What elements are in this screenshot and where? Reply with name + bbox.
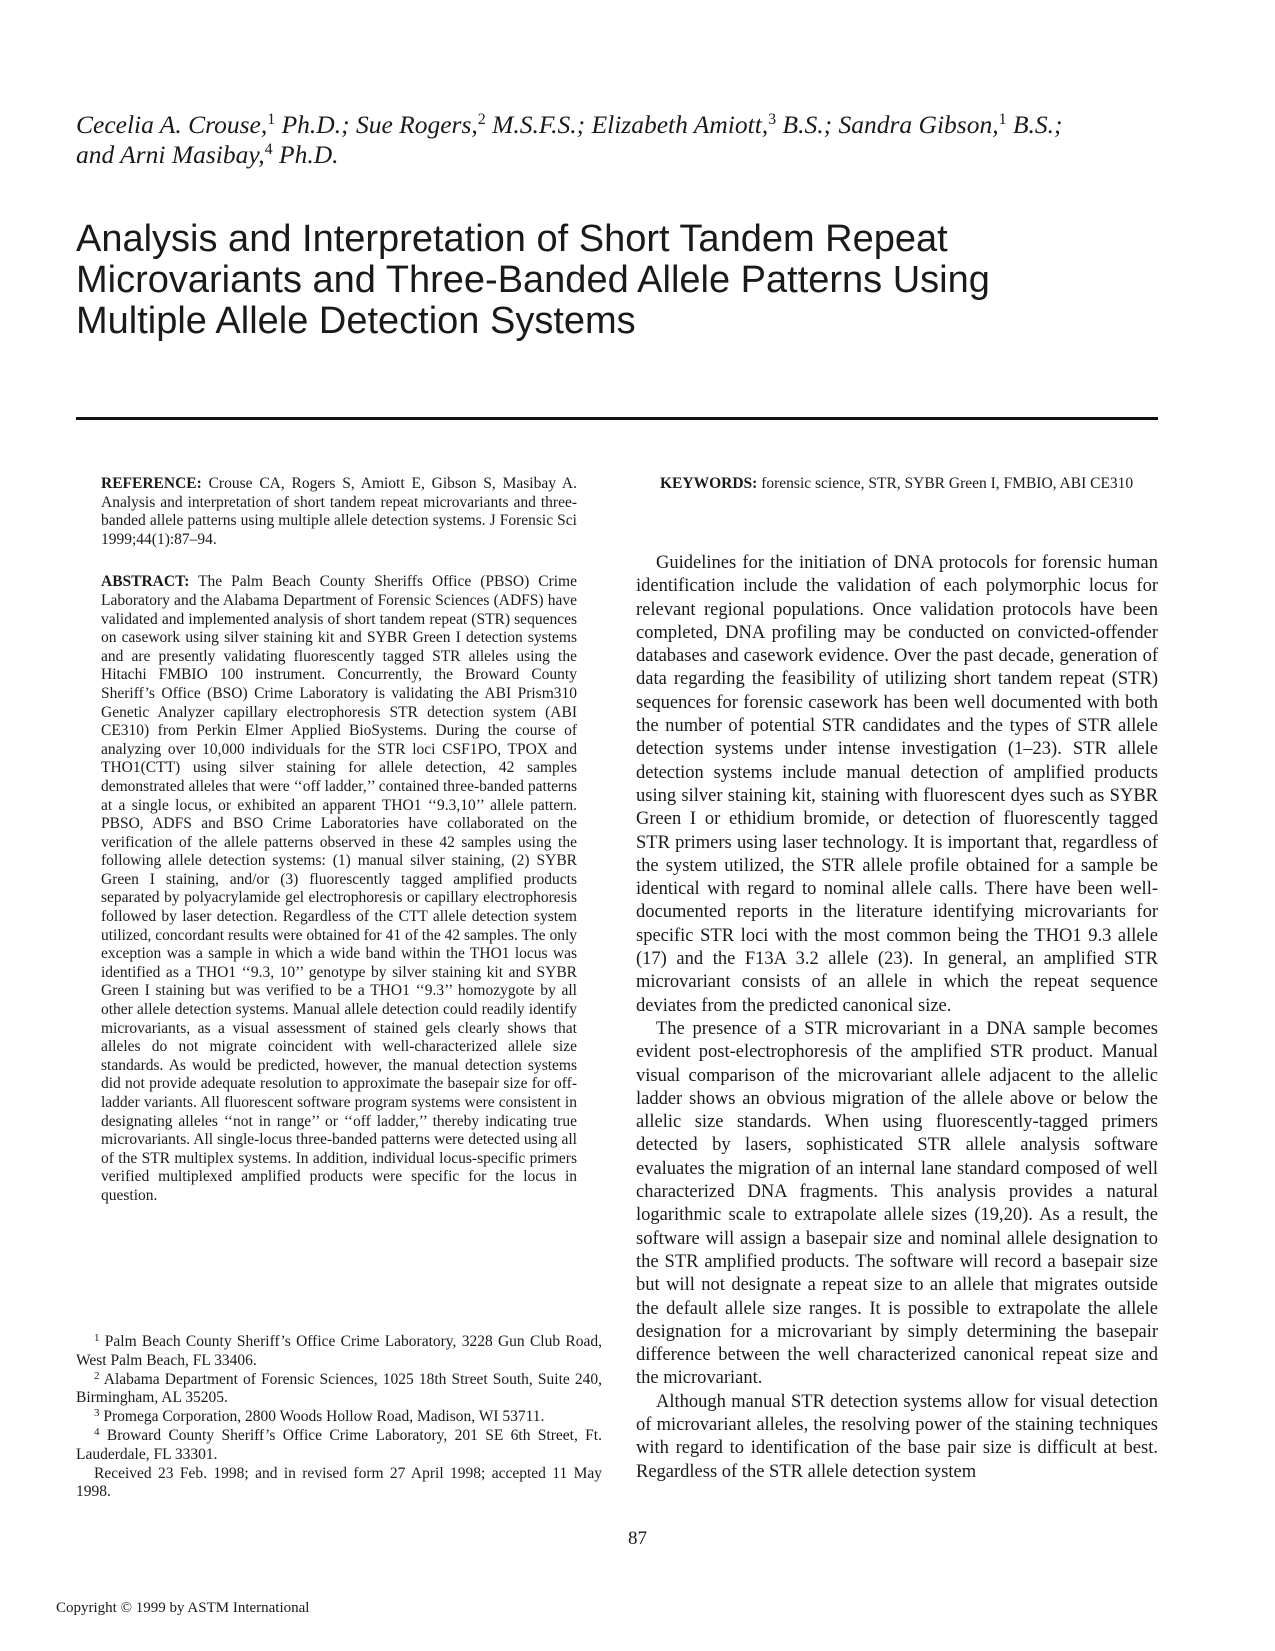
affiliation-marker: 2 [477,111,486,128]
reference-block [101,475,577,549]
abstract-block [101,573,577,1205]
footnote [76,1427,602,1465]
body-paragraph: Guidelines for the initiation of DNA protocols for forensic human identification include the validation of each polymorphic locus for relevant regional populations. Once validation protocols have been completed, DNA profiling may be conducted on convicted-offender databases and casework evidence. Over the past decade, generation of data regarding the feasibility of utilizing short tandem repeat (STR) sequences for forensic casework has been well documented with both the number of potential STR candidates and the types of STR allele detection systems under intense investigation (1–23). STR allele detection systems include manual detection of amplified products using silver staining kit, staining with fluorescent dyes such as SYBR Green I or ethidium bromide, or detection of fluorescently tagged STR primers using laser technology. It is important that, regardless of the system utilized, the STR allele profile obtained for a sample be identical with regard to nominal allele calls. There have been well-documented reports in the literature identifying microvariants for specific STR loci with the most common being the THO1 9.3 allele (17) and the F13A 3.2 allele (23). In general, an amplified STR microvariant consists of an allele in which the repeat sequence deviates from the predicted canonical size. [636,553,1158,1016]
author-name: Sandra Gibson, [838,110,999,139]
footnote [76,1371,602,1409]
footnote-marker: 4 [94,1425,100,1438]
body-paragraph: Although manual STR detection systems allow for visual detection of microvariant alleles, the resolving power of the staining techniques with regard to identification of the base pair size is difficult at best. Regardless of the STR allele detection system [636,1391,1158,1482]
author-degree: B.S.; [776,110,833,139]
footnote-text: Alabama Department of Forensic Sciences, 1025 18th Street South, Suite 240, Birmingham, AL 35205. [76,1370,602,1407]
keywords-text: forensic science, STR, SYBR Green I, FMBIO, ABI CE310 [761,475,1134,492]
author-degree: M.S.F.S.; [485,110,586,139]
affiliation-marker: 4 [264,141,273,158]
footnote-marker: 3 [94,1407,100,1420]
author-entry [76,110,350,139]
paper-title [76,219,1176,342]
reference-label: REFERENCE: [101,475,202,492]
footnote [76,1408,602,1427]
title-line: Analysis and Interpretation of Short Tandem Repeat [76,218,948,260]
keywords-block [660,475,1140,494]
author-name: Sue Rogers, [355,110,478,139]
affiliation-marker: 1 [998,111,1007,128]
body-text-column [636,552,1158,1484]
title-divider [76,417,1158,420]
reference-text: Crouse CA, Rogers S, Amiott E, Gibson S, Masibay A. Analysis and interpretation of short tandem repeat microvariants and three-banded allele patterns using multiple allele detection systems. J Forensic Sci 1999;44(1):87–94. [101,475,577,548]
author-name: Cecelia A. Crouse, [76,110,268,139]
page-number: 87 [628,1528,647,1549]
footnote-text: Promega Corporation, 2800 Woods Hollow Road, Madison, WI 53711. [99,1408,545,1426]
abstract-column [101,475,577,1206]
keywords-label: KEYWORDS: [660,475,758,492]
title-line: Microvariants and Three-Banded Allele Patterns Using [76,259,990,301]
author-entry [839,110,1063,139]
author-entry [592,110,833,139]
author-list [76,110,1176,170]
author-entry [76,140,339,169]
author-degree: Ph.D. [272,140,339,169]
author-name: and Arni Masibay, [76,140,265,169]
abstract-label: ABSTRACT: [101,573,190,591]
footnotes [76,1333,602,1502]
footnote-marker: 2 [94,1369,100,1382]
title-line: Multiple Allele Detection Systems [76,300,636,342]
author-name: Elizabeth Amiott, [591,110,769,139]
affiliation-marker: 1 [267,111,276,128]
body-paragraph: The presence of a STR microvariant in a DNA sample becomes evident post-electrophoresis of the amplified STR product. Manual visual comparison of the microvariant allele adjacent to the allelic ladder shows an obvious migration of the allele above or below the allelic size standards. When using fluorescently-tagged primers detected by lasers, sophisticated STR allele analysis software evaluates the migration of an internal lane standard composed of well characterized DNA fragments. This analysis provides a natural logarithmic scale to extrapolate allele sizes (19,20). As a result, the software will assign a basepair size and nominal allele designation to the STR amplified products. The software will record a basepair size but will not designate a repeat size to an allele that migrates outside the default allele size ranges. It is possible to extrapolate the allele designation for a microvariant by simply determining the basepair difference between the well characterized canonical repeat size and the microvariant. [636,1018,1158,1389]
received-dates [76,1465,602,1503]
copyright-notice: Copyright © 1999 by ASTM International [56,1600,310,1616]
footnote-text: Broward County Sheriff’s Office Crime Laboratory, 201 SE 6th Street, Ft. Lauderdale, FL 33301. [76,1426,602,1463]
footnote-marker: 1 [94,1332,100,1344]
author-degree: B.S.; [1006,110,1063,139]
affiliation-marker: 3 [768,111,777,128]
abstract-text: The Palm Beach County Sheriffs Office (PBSO) Crime Laboratory and the Alabama Department of Forensic Sciences (ADFS) have validated and implemented analysis of short tandem repeat (STR) sequences on casework using silver staining kit and SYBR Green I detection systems and are presently validating fluorescently tagged STR alleles using the Hitachi FMBIO 100 instrument. Concurrently, the Broward County Sheriff’s Office (BSO) Crime Laboratory is validating the ABI Prism310 Genetic Analyzer capillary electrophoresis STR detection system (ABI CE310) from Perkin Elmer Applied BioSystems. During the course of analyzing over 10,000 individuals for the STR loci CSF1PO, TPOX and THO1(CTT) using silver staining for allele detection, 42 samples demonstrated alleles that were ‘‘off ladder,’’ contained three-banded patterns at a single locus, or exhibited an apparent THO1 ‘‘9.3,10’’ allele pattern. PBSO, ADFS and BSO Crime Laboratories have collaborated on the verification of the allele patterns observed in these 42 samples using the following allele detection systems: (1) manual silver staining, (2) SYBR Green I staining, and/or (3) fluorescently tagged amplified products separated by polyacrylamide gel electrophoresis or capillary electrophoresis followed by laser detection. Regardless of the CTT allele detection system utilized, concordant results were obtained for 41 of the 42 samples. The only exception was a sample in which a wide band within the THO1 locus was identified as a THO1 ‘‘9.3, 10’’ genotype by silver staining kit and SYBR Green I staining but was verified to be a THO1 ‘‘9.3’’ homozygote by all other allele detection systems. Manual allele detection could readily identify microvariants, as a visual assessment of stained gels clearly shows that alleles do not migrate coincident with well-characterized allele size standards. As would be predicted, however, the manual detection systems did not provide adequate resolution to approximate the basepair size for off-ladder variants. All fluorescent software program systems were consistent in designating alleles ‘‘not in range’’ or ‘‘off ladder,’’ thereby indicating true microvariants. All single-locus three-banded patterns were detected using all of the STR multiplex systems. In addition, individual locus-specific primers verified multiplexed amplified products were specific for the locus in question. [101,573,577,1204]
footnote-text: Palm Beach County Sheriff’s Office Crime Laboratory, 3228 Gun Club Road, West Palm Beach, FL 33406. [76,1333,602,1369]
footnote [76,1333,602,1371]
received-text: Received 23 Feb. 1998; and in revised form 27 April 1998; accepted 11 May 1998. [76,1464,602,1501]
author-degree: Ph.D.; [275,110,350,139]
author-entry [356,110,585,139]
